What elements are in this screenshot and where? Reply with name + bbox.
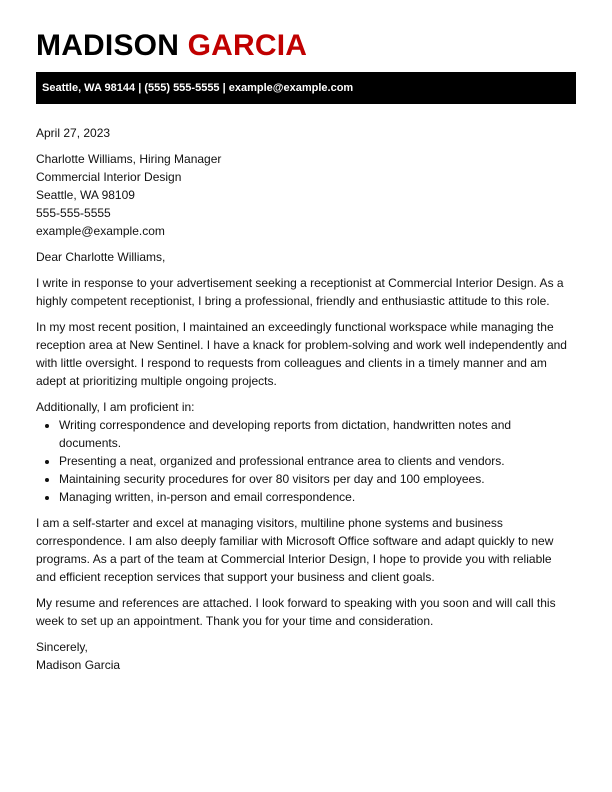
body-paragraph: I write in response to your advertisement seeking a receptionist at Commercial Interior Design. As a highly competent receptionist, I bring a professional, friendly and enthusiastic attitude to this role.	[36, 276, 564, 308]
body-paragraph: In my most recent position, I maintained an exceedingly functional workspace while managing the reception area at New Sentinel. I have a knack for problem-solving and work well independently and with little oversight. I respond to requests from colleagues and clients in a timely manner and am adept at prioritizing multiple ongoing projects.	[36, 320, 567, 388]
list-intro: Additionally, I am proficient in:	[36, 400, 195, 414]
list-item: • Writing correspondence and developing reports from dictation, handwritten notes and documents.	[59, 416, 574, 452]
recipient-address	[36, 150, 574, 240]
first-name: MADISON	[36, 29, 180, 62]
signature-block	[36, 638, 574, 674]
signature-name: Madison Garcia	[36, 658, 121, 672]
recipient-line: example@example.com	[36, 224, 165, 238]
body-paragraph: I am a self-starter and excel at managing visitors, multiline phone systems and business correspondence. I am also deeply familiar with Microsoft Office software and adapt quickly to new programs. As a part of the team at Commercial Interior Design, I hope to provide you with reliable and efficient reception services that support your business and client goals.	[36, 516, 554, 584]
list-item: • Maintaining security procedures for over 80 visitors per day and 100 employees.	[59, 470, 574, 488]
applicant-name	[36, 28, 307, 64]
skills-list	[36, 416, 574, 506]
letter-body	[36, 124, 574, 682]
salutation: Dear Charlotte Williams,	[36, 250, 166, 264]
last-name: GARCIA	[187, 29, 308, 62]
recipient-line: Seattle, WA 98109	[36, 188, 135, 202]
list-item: • Presenting a neat, organized and professional entrance area to clients and vendors.	[59, 452, 574, 470]
recipient-line: Commercial Interior Design	[36, 170, 182, 184]
body-paragraph: My resume and references are attached. I look forward to speaking with you soon and will call this week to set up an appointment. Thank you for your time and consideration.	[36, 596, 556, 628]
list-item: • Managing written, in-person and email correspondence.	[59, 488, 574, 506]
contact-info: Seattle, WA 98144 | (555) 555-5555 | example@example.com	[42, 82, 354, 94]
contact-bar	[36, 72, 576, 104]
recipient-line: Charlotte Williams, Hiring Manager	[36, 152, 222, 166]
recipient-line: 555-555-5555	[36, 206, 111, 220]
sign-off: Sincerely,	[36, 640, 88, 654]
letter-date: April 27, 2023	[36, 126, 111, 140]
